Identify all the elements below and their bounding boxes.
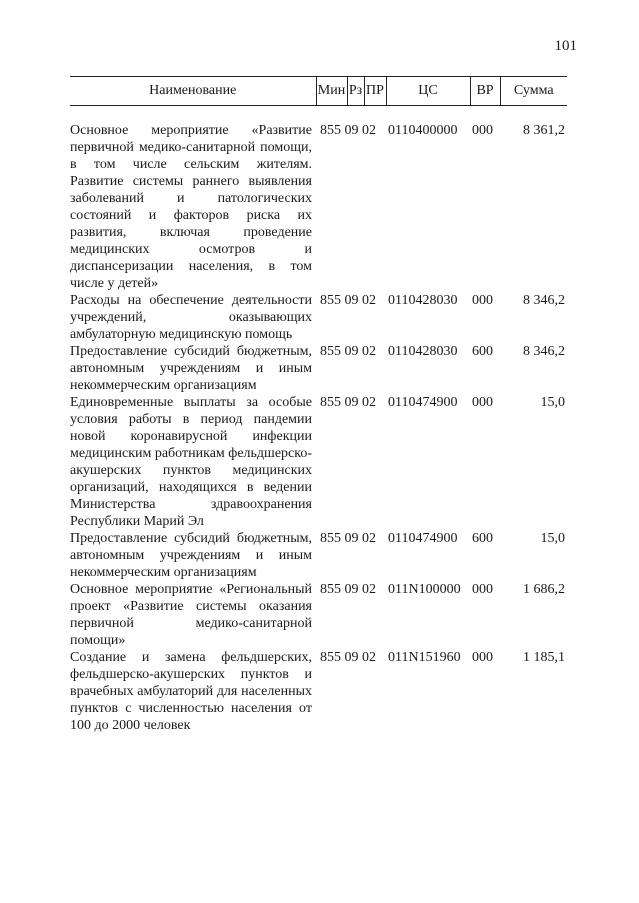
row-sum: 15,0 <box>540 395 565 410</box>
row-cs: 011N151960 <box>388 650 461 665</box>
row-codes: 855 09 02 <box>320 293 376 308</box>
row-vr: 600 <box>472 344 493 359</box>
table-row <box>70 530 567 581</box>
row-codes: 855 09 02 <box>320 582 376 597</box>
budget-table <box>70 76 567 734</box>
table-row <box>70 343 567 394</box>
table-row <box>70 581 567 649</box>
row-codes: 855 09 02 <box>320 531 376 546</box>
row-vr: 000 <box>472 395 493 410</box>
row-sum: 15,0 <box>540 531 565 546</box>
row-name: Основное мероприятие «Региональный проект «Развитие системы оказания первичной медико-санитарной помощи» <box>70 582 312 648</box>
row-cs: 0110428030 <box>388 293 458 308</box>
table-row <box>70 292 567 343</box>
row-cs: 0110474900 <box>388 395 458 410</box>
row-vr: 000 <box>472 650 493 665</box>
header-rz: Рз <box>347 77 364 106</box>
table-row <box>70 394 567 530</box>
table-row <box>70 122 567 292</box>
header-vr: ВР <box>470 77 500 106</box>
row-vr: 000 <box>472 123 493 138</box>
row-vr: 000 <box>472 582 493 597</box>
row-name: Предоставление субсидий бюджетным, автономным учреждениям и иным некоммерческим организациям <box>70 531 312 580</box>
row-sum: 1 686,2 <box>523 582 565 597</box>
row-sum: 8 346,2 <box>523 293 565 308</box>
row-vr: 000 <box>472 293 493 308</box>
row-codes: 855 09 02 <box>320 395 376 410</box>
header-min: Мин <box>316 77 347 106</box>
header-cs: ЦС <box>386 77 470 106</box>
header-pr: ПР <box>364 77 386 106</box>
row-cs: 011N100000 <box>388 582 461 597</box>
row-name: Расходы на обеспечение деятельности учреждений, оказывающих амбулаторную медицинскую помощь <box>70 293 312 342</box>
row-name: Единовременные выплаты за особые условия работы в период пандемии новой коронавирусной инфекции медицинским работникам фельдшерско-акушерских пунктов медицинских организаций, находящихся в ведении Министерства здравоохранения Республики Марий Эл <box>70 395 313 529</box>
row-cs: 0110428030 <box>388 344 458 359</box>
row-sum: 8 361,2 <box>523 123 565 138</box>
header-sum: Сумма <box>500 77 567 106</box>
page-number: 101 <box>554 38 577 54</box>
header-name: Наименование <box>70 77 316 106</box>
row-codes: 855 09 02 <box>320 123 376 138</box>
row-codes: 855 09 02 <box>320 344 376 359</box>
row-vr: 600 <box>472 531 493 546</box>
row-name: Основное мероприятие «Развитие первичной медико-санитарной помощи, в том числе сельским жителям. Развитие системы раннего выявления заболеваний и патологических состояний и факторов риска их развития, включая проведение медицинских осмотров и диспансеризации населения, в том числе у детей» <box>70 123 312 291</box>
row-cs: 0110474900 <box>388 531 458 546</box>
row-sum: 8 346,2 <box>523 344 565 359</box>
row-sum: 1 185,1 <box>523 650 565 665</box>
table-row <box>70 649 567 734</box>
row-name: Создание и замена фельдшерских, фельдшерско-акушерских пунктов и врачебных амбулаторий для населенных пунктов с численностью населения от 100 до 2000 человек <box>70 650 312 733</box>
table-header-row <box>70 77 567 106</box>
row-name: Предоставление субсидий бюджетным, автономным учреждениям и иным некоммерческим организациям <box>70 344 312 393</box>
row-cs: 0110400000 <box>388 123 458 138</box>
row-codes: 855 09 02 <box>320 650 376 665</box>
table-spacer <box>70 106 567 123</box>
